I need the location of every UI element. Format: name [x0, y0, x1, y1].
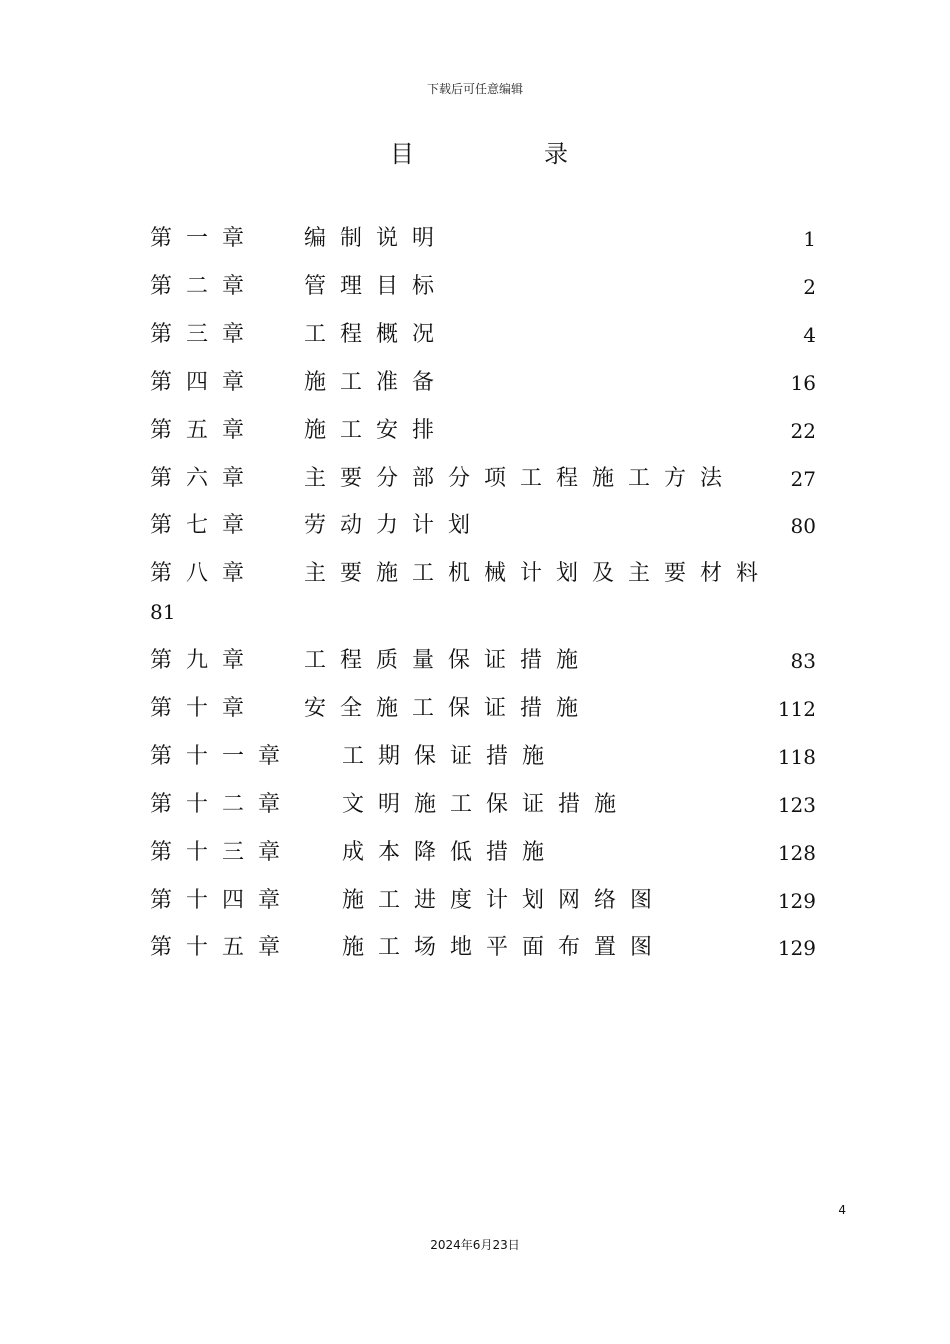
toc-chapter: 第十三章 [150, 840, 295, 865]
page-header: 下载后可任意编辑 [426, 82, 523, 96]
toc-entry[interactable] [150, 272, 830, 302]
toc-chapter: 第八章 [150, 561, 259, 586]
toc-entry[interactable] [150, 416, 830, 446]
toc-chapter-name: 施工准备 [304, 370, 449, 395]
toc-entry[interactable] [150, 742, 830, 772]
toc-chapter: 第四章 [150, 370, 259, 395]
toc-chapter: 第十五章 [150, 935, 295, 960]
toc-title-part-2: 录 [544, 140, 568, 168]
toc-chapter: 第十一章 [150, 744, 295, 769]
toc-page-number: 129 [777, 936, 816, 960]
page-footer-date: 2024年6月23日 [430, 1238, 520, 1252]
toc-page-number: 1 [803, 227, 816, 251]
toc-page-number: 123 [777, 793, 816, 817]
toc-chapter-name: 施工安排 [304, 418, 449, 443]
toc-entry[interactable] [150, 933, 830, 963]
toc-chapter: 第二章 [150, 274, 259, 299]
toc-page-number: 16 [790, 371, 816, 395]
toc-chapter-name: 劳动力计划 [304, 513, 485, 538]
toc-chapter-name: 工程质量保证措施 [304, 648, 593, 673]
toc-chapter-name: 施工进度计划网络图 [342, 888, 667, 913]
toc-chapter-name: 安全施工保证措施 [304, 696, 593, 721]
toc-entry[interactable] [150, 646, 830, 676]
toc-chapter: 第一章 [150, 226, 259, 251]
toc-entry[interactable] [150, 790, 830, 820]
toc-chapter-name: 施工场地平面布置图 [342, 935, 667, 960]
toc-page-number: 83 [790, 649, 816, 673]
toc-chapter-name: 管理目标 [304, 274, 449, 299]
page-number: 4 [838, 1203, 846, 1217]
toc-page-number: 112 [777, 697, 816, 721]
toc-chapter: 第五章 [150, 418, 259, 443]
toc-page-number: 80 [790, 514, 816, 538]
toc-chapter-name: 工程概况 [304, 322, 449, 347]
toc-title-part-1: 目 [390, 140, 414, 168]
toc-page-number: 118 [777, 745, 816, 769]
toc-chapter-name: 工期保证措施 [342, 744, 559, 769]
toc-entry[interactable] [150, 224, 830, 254]
toc-entry[interactable] [150, 464, 830, 494]
toc-entry[interactable] [150, 511, 830, 541]
toc-chapter: 第十二章 [150, 792, 295, 817]
toc-chapter-name: 成本降低措施 [342, 840, 559, 865]
toc-entry[interactable] [150, 559, 830, 624]
toc-chapter: 第十四章 [150, 888, 295, 913]
toc-page-number: 129 [777, 889, 816, 913]
toc-chapter: 第九章 [150, 648, 259, 673]
toc-chapter: 第三章 [150, 322, 259, 347]
toc-entry[interactable] [150, 838, 830, 868]
toc-page-number: 81 [150, 600, 176, 624]
toc-page-number: 128 [777, 841, 816, 865]
toc-entry[interactable] [150, 886, 830, 916]
toc-page-number: 4 [803, 323, 816, 347]
toc-title [0, 138, 950, 170]
toc-entry[interactable] [150, 320, 830, 350]
toc-chapter-name: 文明施工保证措施 [342, 792, 631, 817]
toc-chapter-name: 主要分部分项工程施工方法 [304, 466, 737, 491]
toc-page-number: 2 [803, 275, 816, 299]
toc-entry[interactable] [150, 368, 830, 398]
toc-chapter: 第六章 [150, 466, 259, 491]
toc-chapter: 第十章 [150, 696, 259, 721]
toc-entry[interactable] [150, 694, 830, 724]
toc-page-number: 27 [790, 467, 816, 491]
toc-chapter: 第七章 [150, 513, 259, 538]
toc-chapter-name: 主要施工机械计划及主要材料 [304, 561, 773, 586]
toc-page-number: 22 [790, 419, 816, 443]
toc-chapter-name: 编制说明 [304, 226, 449, 251]
